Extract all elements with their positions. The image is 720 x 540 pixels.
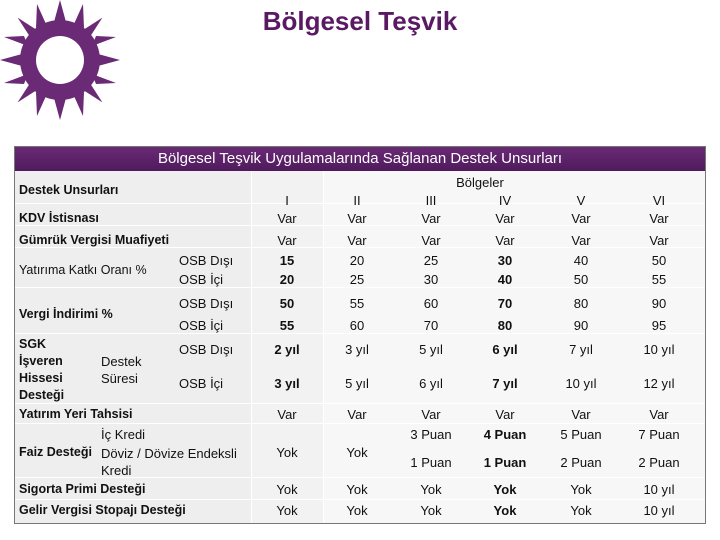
cell-sgk-disi: 3 yıl <box>345 342 369 357</box>
cell-vergi-disi: 70 <box>497 296 513 311</box>
row-label-faiz: Faiz Desteği <box>19 445 92 459</box>
cell-katki-disi: 40 <box>573 253 589 268</box>
cell-gumruk: Var <box>347 233 367 248</box>
cell-yer: Var <box>649 407 669 422</box>
cell-katki-disi: 15 <box>279 253 295 268</box>
cell-vergi-ici: 90 <box>573 318 589 333</box>
cell-gelir: Yok <box>276 503 298 518</box>
cell-yer: Var <box>347 407 367 422</box>
regions-header: Bölgeler <box>456 175 504 190</box>
cell-sigorta: Yok <box>276 482 298 497</box>
cell-katki-ici: 25 <box>349 272 365 287</box>
cell-faiz-ic: 5 Puan <box>560 427 602 442</box>
cell-gumruk: Var <box>649 233 669 248</box>
cell-kdv: Var <box>649 211 669 226</box>
sublabel-osb-disi: OSB Dışı <box>179 296 234 311</box>
cell-gelir: Yok <box>493 503 517 518</box>
cell-faiz-doviz: 2 Puan <box>560 455 602 470</box>
region-header: I <box>285 193 289 208</box>
sublabel-osb-ici: OSB İçi <box>179 272 224 287</box>
region-header: II <box>353 193 361 208</box>
cell-sigorta: 10 yıl <box>643 482 675 497</box>
cell-katki-disi: 20 <box>349 253 365 268</box>
table-header: Bölgesel Teşvik Uygulamalarında Sağlanan Destek Unsurları <box>15 147 705 171</box>
cell-sgk-ici: 6 yıl <box>419 376 443 391</box>
cell-vergi-disi: 55 <box>349 296 365 311</box>
cell-gelir: Yok <box>570 503 592 518</box>
cell-faiz-ic: 4 Puan <box>483 427 527 442</box>
cell-yer: Var <box>571 407 591 422</box>
row-label-sgk: SGK İşveren Hissesi Desteği <box>19 337 65 402</box>
cell-sgk-disi: 5 yıl <box>419 342 443 357</box>
cell-vergi-disi: 50 <box>279 296 295 311</box>
cell-katki-disi: 25 <box>423 253 439 268</box>
row-label-gelir: Gelir Vergisi Stopajı Desteği <box>19 503 186 517</box>
cell-vergi-disi: 60 <box>423 296 439 311</box>
cell-vergi-ici: 70 <box>423 318 439 333</box>
row-label-sigorta: Sigorta Primi Desteği <box>19 482 146 496</box>
row-label-vergi: Vergi İndirimi % <box>19 307 113 321</box>
cell-sgk-disi: 10 yıl <box>643 342 675 357</box>
cell-sgk-ici: 10 yıl <box>565 376 597 391</box>
cell-faiz-doviz: 2 Puan <box>638 455 680 470</box>
row-label-katki: Yatırıma Katkı Oranı % <box>19 263 147 277</box>
cell-kdv: Var <box>495 211 515 226</box>
cell-sigorta: Yok <box>420 482 442 497</box>
cell-vergi-disi: 80 <box>573 296 589 311</box>
region-header: VI <box>652 193 666 208</box>
cell-gumruk: Var <box>571 233 591 248</box>
cell-sgk-ici: 5 yıl <box>345 376 369 391</box>
cell-vergi-ici: 95 <box>651 318 667 333</box>
cell-kdv: Var <box>571 211 591 226</box>
cell-katki-ici: 55 <box>651 272 667 287</box>
cell-sgk-ici: 7 yıl <box>492 376 518 391</box>
cell-kdv: Var <box>421 211 441 226</box>
support-table <box>14 146 706 524</box>
cell-faiz-ic: 3 Puan <box>410 427 452 442</box>
cell-katki-disi: 50 <box>651 253 667 268</box>
sublabel-osb-ici: OSB İçi <box>179 318 224 333</box>
cell-gumruk: Var <box>495 233 515 248</box>
cell-yer: Var <box>421 407 441 422</box>
row-label-yer: Yatırım Yeri Tahsisi <box>19 407 133 421</box>
cell-gelir: 10 yıl <box>643 503 675 518</box>
cell-faiz: Yok <box>346 445 368 460</box>
cell-kdv: Var <box>277 211 297 226</box>
cell-yer: Var <box>277 407 297 422</box>
cell-sigorta: Yok <box>493 482 517 497</box>
row-label-gumruk: Gümrük Vergisi Muafiyeti <box>19 233 170 247</box>
cell-sgk-disi: 6 yıl <box>492 342 518 357</box>
cell-sigorta: Yok <box>346 482 368 497</box>
cell-faiz: Yok <box>276 445 298 460</box>
cell-vergi-ici: 80 <box>497 318 513 333</box>
cell-faiz-doviz: 1 Puan <box>483 455 527 470</box>
sublabel-ic-kredi: İç Kredi <box>101 427 146 442</box>
sublabel-osb-ici: OSB İçi <box>179 376 224 391</box>
cell-vergi-ici: 60 <box>349 318 365 333</box>
cell-faiz-doviz: 1 Puan <box>410 455 452 470</box>
cell-kdv: Var <box>347 211 367 226</box>
cell-gumruk: Var <box>277 233 297 248</box>
cell-sgk-disi: 7 yıl <box>569 342 593 357</box>
region-header: V <box>576 193 586 208</box>
cell-gumruk: Var <box>421 233 441 248</box>
cell-faiz-ic: 7 Puan <box>638 427 680 442</box>
cell-katki-ici: 30 <box>423 272 439 287</box>
cell-vergi-ici: 55 <box>279 318 295 333</box>
cell-sigorta: Yok <box>570 482 592 497</box>
row-label-kdv: KDV İstisnası <box>19 211 99 225</box>
row-header: Destek Unsurları <box>19 183 119 197</box>
sublabel-destek-suresi: Destek Süresi <box>101 354 142 386</box>
cell-sgk-ici: 3 yıl <box>274 376 300 391</box>
cell-vergi-disi: 90 <box>651 296 667 311</box>
sublabel-osb-disi: OSB Dışı <box>179 253 234 268</box>
region-header: IV <box>498 193 512 208</box>
cell-gelir: Yok <box>420 503 442 518</box>
cell-gelir: Yok <box>346 503 368 518</box>
cell-katki-disi: 30 <box>497 253 513 268</box>
page-title: Bölgesel Teşvik <box>262 6 458 36</box>
sublabel-osb-disi: OSB Dışı <box>179 342 234 357</box>
cell-katki-ici: 50 <box>573 272 589 287</box>
cell-katki-ici: 20 <box>279 272 295 287</box>
region-header: III <box>425 193 437 208</box>
cell-sgk-disi: 2 yıl <box>274 342 300 357</box>
cell-katki-ici: 40 <box>497 272 513 287</box>
cell-sgk-ici: 12 yıl <box>643 376 675 391</box>
cell-yer: Var <box>495 407 515 422</box>
sublabel-doviz-kredi: Döviz / Dövize Endeksli Kredi <box>101 446 237 478</box>
